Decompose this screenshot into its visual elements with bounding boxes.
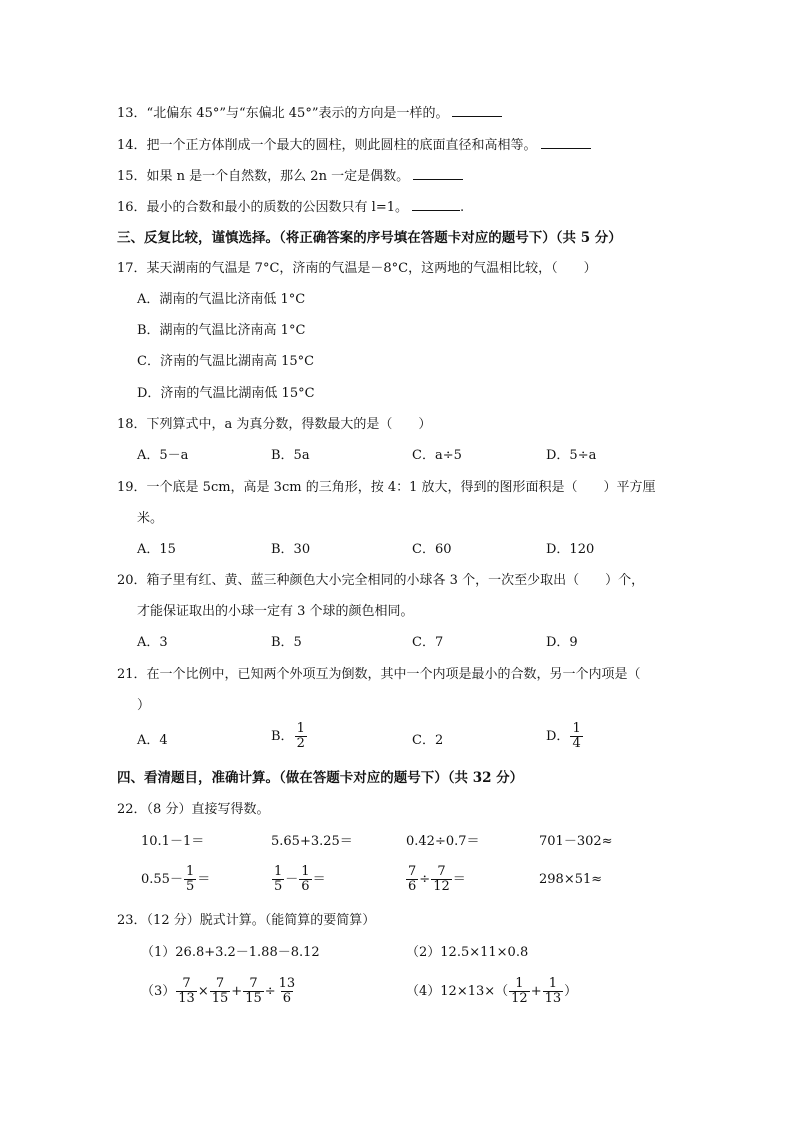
- question-15-text: 15．如果 n 是一个自然数，那么 2n 一定是偶数。: [117, 169, 410, 184]
- calc-22-1: 10.1－1＝: [141, 834, 205, 849]
- question-21-option-d-label: D．: [546, 729, 570, 744]
- question-18-option-b[interactable]: B．5a: [271, 448, 310, 463]
- answer-blank-13[interactable]: [452, 104, 502, 117]
- numerator: 1: [185, 864, 195, 879]
- fraction: [277, 977, 298, 1006]
- expr-prefix: （4）12×13×（: [406, 984, 509, 999]
- question-18-text: 18．下列算式中，a 为真分数，得数最大的是（ ）: [117, 417, 432, 432]
- expr-23-1: （1）26.8+3.2－1.88－8.12: [141, 945, 320, 960]
- answer-blank-15[interactable]: [413, 167, 463, 180]
- denominator: 5: [185, 879, 195, 894]
- fraction: [570, 722, 582, 751]
- question-13: [117, 104, 502, 122]
- section-3-title: 三、反复比较，谨慎选择。（将正确答案的序号填在答题卡对应的题号下）（共 5 分）: [117, 230, 622, 246]
- question-13-text: 13．“北偏东 45°”与“东偏北 45°”表示的方向是一样的。: [117, 106, 449, 121]
- question-16-tail: .: [460, 200, 465, 215]
- question-14: [117, 136, 591, 154]
- fraction: [509, 977, 530, 1006]
- question-21-option-c[interactable]: C．2: [412, 733, 444, 748]
- denominator: 6: [301, 879, 310, 894]
- question-15: [117, 167, 463, 185]
- numerator: 1: [572, 721, 581, 736]
- question-21-text: 21．在一个比例中，已知两个外项互为倒数，其中一个内项是最小的合数，另一个内项是（: [117, 667, 641, 682]
- question-21-option-b-label: B．: [271, 729, 294, 744]
- numerator: 7: [182, 976, 191, 991]
- operator: ÷: [264, 984, 276, 999]
- question-17-option-a[interactable]: A．湖南的气温比济南低 1°C: [137, 292, 306, 307]
- numerator: 1: [548, 976, 557, 991]
- expr-23-3: [141, 977, 298, 1006]
- calc-22-8: 298×51≈: [539, 872, 603, 887]
- equals-sign: ＝: [197, 872, 211, 887]
- question-16-text: 16．最小的合数和最小的质数的公因数只有 l=1。: [117, 200, 408, 215]
- operator: +: [530, 984, 542, 999]
- question-18-option-d[interactable]: D．5÷a: [546, 448, 597, 463]
- calc-22-2: 5.65+3.25＝: [271, 834, 353, 849]
- expr-23-4: [406, 977, 577, 1006]
- question-19-option-a[interactable]: A．15: [137, 542, 176, 557]
- operator: +: [231, 984, 243, 999]
- fraction: [272, 865, 284, 894]
- operator: －: [285, 872, 299, 887]
- calc-22-6: [271, 865, 326, 894]
- question-19-text-cont: 米。: [137, 511, 164, 526]
- denominator: 12: [511, 991, 528, 1006]
- numerator: 1: [274, 864, 283, 879]
- question-23-text: 23．（12 分）脱式计算。（能简算的要简算）: [117, 913, 376, 928]
- numerator: 1: [515, 976, 524, 991]
- denominator: 15: [245, 991, 262, 1006]
- calc-22-5: [141, 865, 210, 894]
- calc-22-3: 0.42÷0.7＝: [406, 834, 480, 849]
- question-21-text-cont: ）: [137, 698, 151, 713]
- question-20-option-b[interactable]: B．5: [271, 635, 302, 650]
- question-20-option-a[interactable]: A．3: [137, 635, 168, 650]
- calc-22-4: 701－302≈: [539, 834, 613, 849]
- fraction: [299, 865, 311, 894]
- question-17-option-d[interactable]: D．济南的气温比湖南低 15°C: [137, 386, 315, 401]
- question-17-option-c[interactable]: C．济南的气温比湖南高 15°C: [137, 354, 315, 369]
- numerator: 13: [278, 976, 296, 991]
- fraction: [406, 865, 418, 894]
- expr-suffix: ）: [564, 984, 578, 999]
- question-18-option-c[interactable]: C．a÷5: [412, 448, 462, 463]
- question-17-option-b[interactable]: B．湖南的气温比济南高 1°C: [137, 323, 306, 338]
- denominator: 2: [296, 736, 305, 751]
- numerator: 7: [408, 864, 417, 879]
- section-4-title: 四、看清题目，准确计算。（做在答题卡对应的题号下）（共 32 分）: [117, 770, 524, 786]
- equals-sign: ＝: [312, 872, 326, 887]
- answer-blank-14[interactable]: [541, 136, 591, 149]
- expr-prefix: （3）: [141, 984, 176, 999]
- denominator: 4: [572, 736, 581, 751]
- numerator: 7: [437, 864, 446, 879]
- denominator: 5: [274, 879, 283, 894]
- numerator: 7: [249, 976, 258, 991]
- fraction: [431, 865, 452, 894]
- denominator: 12: [433, 879, 450, 894]
- question-21-option-d[interactable]: [546, 722, 584, 751]
- question-20-text-cont: 才能保证取出的小球一定有 3 个球的颜色相同。: [137, 604, 414, 619]
- question-21-option-b[interactable]: [271, 722, 308, 751]
- denominator: 13: [544, 991, 562, 1006]
- answer-blank-16[interactable]: [412, 198, 460, 211]
- question-19-option-c[interactable]: C．60: [412, 542, 452, 557]
- operator: ×: [197, 984, 209, 999]
- calc-22-7: [405, 865, 466, 894]
- question-20-option-d[interactable]: D．9: [546, 635, 578, 650]
- question-20-option-c[interactable]: C．7: [412, 635, 444, 650]
- question-17-text: 17．某天湖南的气温是 7°C，济南的气温是－8°C，这两地的气温相比较，（ ）: [117, 261, 597, 276]
- numerator: 1: [301, 864, 310, 879]
- fraction: [210, 977, 231, 1006]
- question-21-option-a[interactable]: A．4: [137, 733, 168, 748]
- question-19-text: 19．一个底是 5cm，高是 3cm 的三角形，按 4：1 放大，得到的图形面积是（ ）平方厘: [117, 480, 656, 495]
- question-19-option-b[interactable]: B．30: [271, 542, 311, 557]
- question-22-text: 22．（8 分）直接写得数。: [117, 802, 270, 817]
- numerator: 7: [215, 976, 225, 991]
- fraction: [243, 977, 264, 1006]
- fraction: [184, 865, 196, 894]
- question-20-text: 20．箱子里有红、黄、蓝三种颜色大小完全相同的小球各 3 个，一次至少取出（ ）个，: [117, 573, 645, 588]
- question-14-text: 14．把一个正方体削成一个最大的圆柱，则此圆柱的底面直径和高相等。: [117, 138, 537, 153]
- equals-sign: ＝: [452, 872, 466, 887]
- operator: ÷: [419, 872, 431, 887]
- denominator: 6: [282, 991, 292, 1006]
- fraction: [295, 722, 307, 751]
- question-19-option-d[interactable]: D．120: [546, 542, 595, 557]
- expr-23-2: （2）12.5×11×0.8: [406, 945, 529, 960]
- numerator: 1: [296, 721, 305, 736]
- denominator: 6: [408, 879, 417, 894]
- fraction: [176, 977, 197, 1006]
- denominator: 13: [178, 991, 195, 1006]
- denominator: 15: [211, 991, 229, 1006]
- question-18-option-a[interactable]: A．5－a: [137, 448, 189, 463]
- expr-prefix: 0.55－: [141, 872, 183, 887]
- fraction: [543, 977, 564, 1006]
- question-16: [117, 198, 464, 216]
